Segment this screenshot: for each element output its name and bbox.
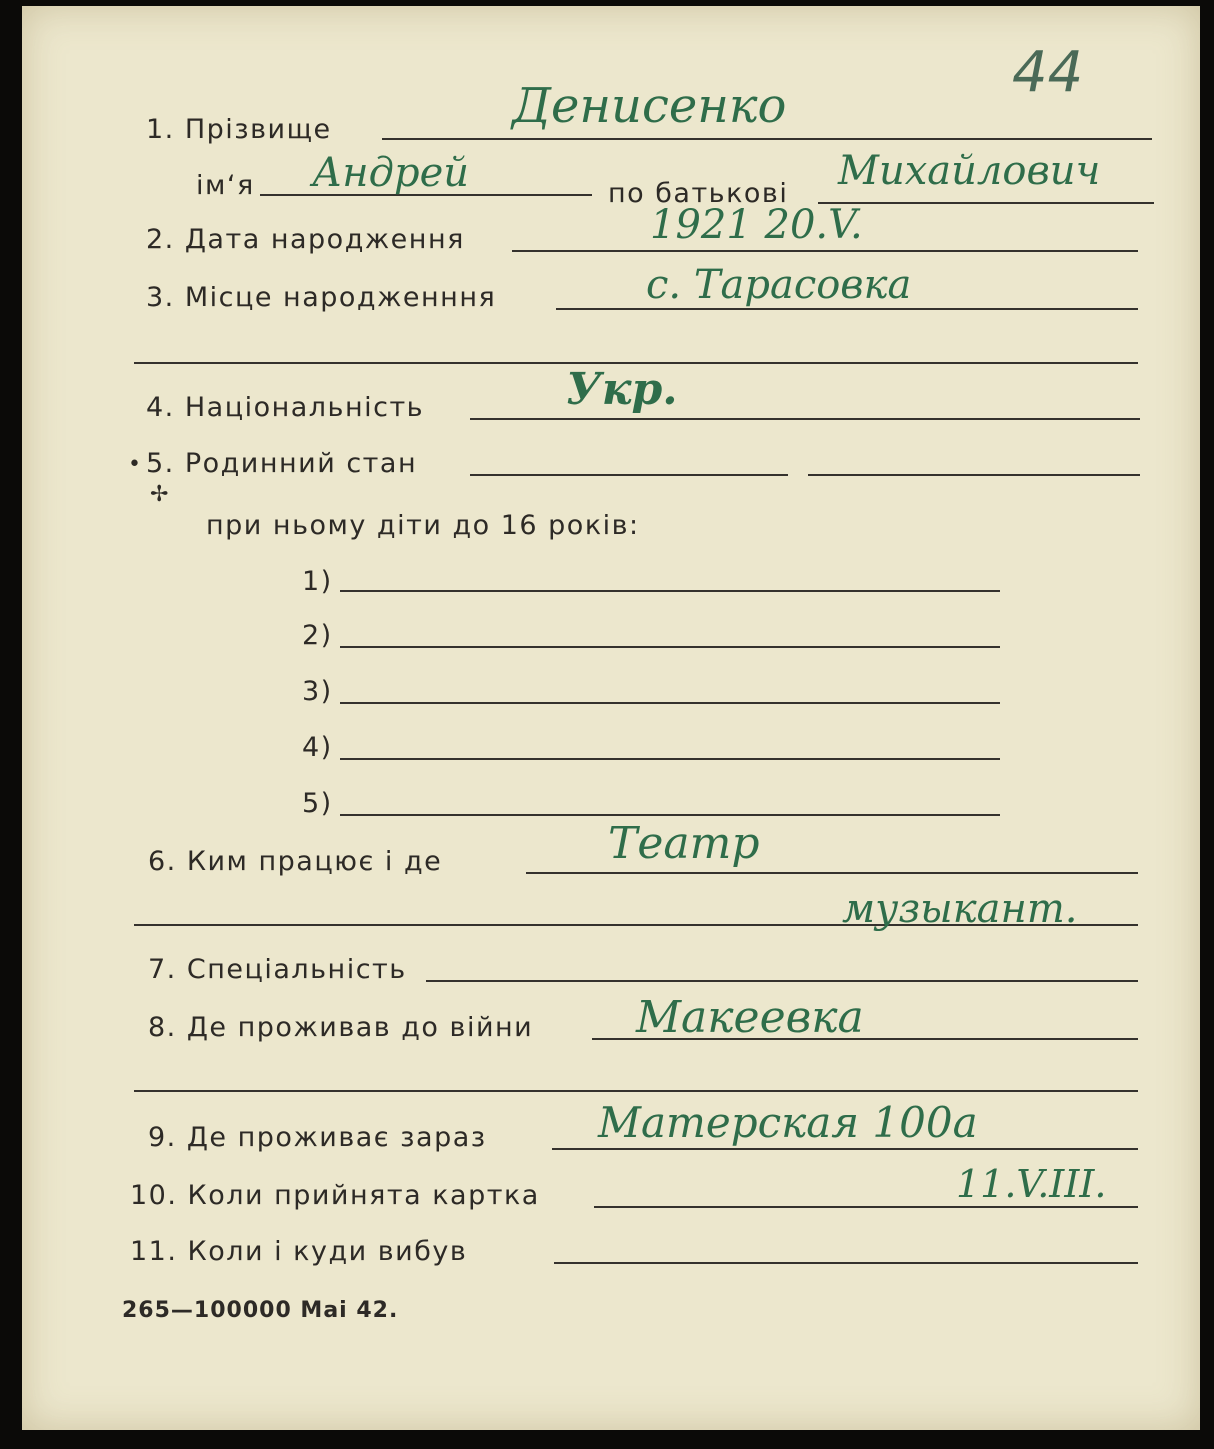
current-line xyxy=(552,1148,1138,1150)
child-1-line xyxy=(340,590,1000,592)
name-label: ім‘я xyxy=(196,170,255,201)
work-value-1: Театр xyxy=(608,818,760,869)
child-2-line xyxy=(340,646,1000,648)
marital-label: 5. Родинний стан xyxy=(146,448,418,479)
surname-line xyxy=(382,138,1152,140)
registration-card xyxy=(22,6,1200,1430)
print-run-footer: 265—100000 Маі 42. xyxy=(122,1298,399,1323)
left-label: 11. Коли і куди вибув xyxy=(130,1236,468,1267)
child-5-line xyxy=(340,814,1000,816)
archive-number: 44 xyxy=(1012,40,1084,105)
left-line xyxy=(554,1262,1138,1264)
specialty-label: 7. Спеціальність xyxy=(148,954,407,985)
child-3-label: 3) xyxy=(302,676,333,707)
work-line xyxy=(526,872,1138,874)
card-label: 10. Коли прийнята картка xyxy=(130,1180,540,1211)
child-3-line xyxy=(340,702,1000,704)
marital-line-b xyxy=(808,474,1140,476)
nationality-value: Укр. xyxy=(566,364,678,415)
card-line xyxy=(594,1206,1138,1208)
margin-tick-mark: • xyxy=(128,452,141,477)
child-1-label: 1) xyxy=(302,566,333,597)
nationality-label: 4. Національність xyxy=(146,392,425,423)
patronymic-line xyxy=(818,202,1154,204)
card-value: 11.V.III. xyxy=(956,1162,1107,1206)
prewar-line-2 xyxy=(134,1090,1138,1092)
surname-value: Денисенко xyxy=(512,78,787,134)
nationality-line xyxy=(470,418,1140,420)
child-5-label: 5) xyxy=(302,788,333,819)
pob-value: с. Тарасовка xyxy=(646,262,912,308)
current-label: 9. Де проживає зараз xyxy=(148,1122,487,1153)
child-4-line xyxy=(340,758,1000,760)
children-label: при ньому діти до 16 років: xyxy=(206,510,640,541)
pob-line xyxy=(556,308,1138,310)
current-value: Матерская 100а xyxy=(598,1098,978,1147)
specialty-line xyxy=(426,980,1138,982)
prewar-value: Макеевка xyxy=(636,992,864,1043)
dob-label: 2. Дата народження xyxy=(146,224,465,255)
patronymic-value: Михайлович xyxy=(838,148,1101,194)
margin-arrow-mark: ✢ xyxy=(150,482,169,507)
child-4-label: 4) xyxy=(302,732,333,763)
marital-line-a xyxy=(470,474,788,476)
patronymic-label: по батькові xyxy=(608,178,789,209)
dob-line xyxy=(512,250,1138,252)
pob-label: 3. Місце народженння xyxy=(146,282,497,313)
prewar-label: 8. Де проживав до війни xyxy=(148,1012,534,1043)
dob-value: 1921 20.V. xyxy=(650,202,863,248)
surname-label: 1. Прізвище xyxy=(146,114,332,145)
name-value: Андрей xyxy=(312,150,470,196)
child-2-label: 2) xyxy=(302,620,333,651)
work-label: 6. Ким працює і де xyxy=(148,846,443,877)
work-value-2: музыкант. xyxy=(842,886,1078,932)
